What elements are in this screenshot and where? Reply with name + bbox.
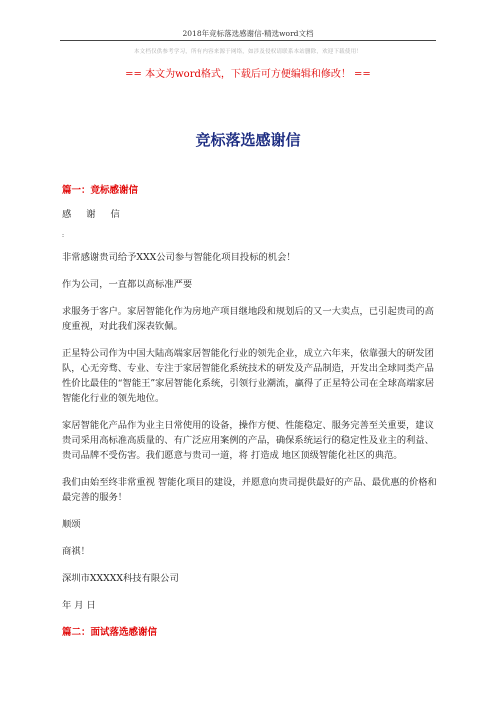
closing-line-2: 商祺！	[62, 546, 90, 557]
disclaimer-text: 本文档仅供参考学习，所有内容来源于网络，如涉及侵权请联系本站删除，欢迎下载使用！	[133, 49, 362, 55]
header-title: 2018年竞标落选感谢信-精选word文档	[182, 29, 314, 38]
closing-line-1: 顺颂	[62, 519, 81, 530]
paragraph-3: 求服务于客户。家居智能化作为房地产项目继地段和规划后的又一大卖点，已引起贵司的高度重视，对此我们深表钦佩。	[62, 306, 434, 332]
company-signature: 深圳市XXXXX科技有限公司	[62, 573, 179, 584]
salutation: 感 谢 信	[62, 209, 126, 220]
paragraph-6: 我们由始至终非常重视 智能化项目的建设，并愿意向贵司提供最好的产品、最优惠的价格和最完善的服务！	[62, 477, 437, 503]
document-title: 竞标落选感谢信	[195, 131, 301, 149]
section-heading-1: 篇一：竞标感谢信	[62, 185, 139, 196]
colon-mark: :	[62, 232, 65, 239]
paragraph-1: 非常感谢贵司给予XXX公司参与智能化项目投标的机会！	[62, 252, 296, 263]
date-line: 年 月 日	[62, 600, 96, 611]
document-body	[62, 183, 440, 640]
edit-notice: == 本文为word格式，下载后可方便编辑和修改！ ==	[125, 69, 371, 80]
paragraph-2: 作为公司，一直都以高标准严要	[62, 279, 193, 290]
paragraph-4: 正星特公司作为中国大陆高端家居智能化行业的领先企业，成立六年来，依靠强大的研发团队，心无旁骛、专业、专注于家居智能化系统技术的研发及产品制造，开发出全球同类产品性价比最佳的“智能王”家居智能化系统，引领行业潮流，赢得了正星特公司在全球高端家居智能化行业的领先地位。	[62, 348, 435, 404]
section-heading-2: 篇二：面试落选感谢信	[62, 627, 158, 638]
header-divider	[60, 40, 436, 41]
paragraph-5: 家居智能化产品作为业主日常使用的设备，操作方便、性能稳定、服务完善至关重要，建议贵司采用高标准高质量的、有广泛应用案例的产品，确保系统运行的稳定性及业主的利益、贵司品牌不受伤害。我们愿意与贵司一道，将 打造成 地区顶级智能化社区的典范。	[62, 420, 434, 461]
